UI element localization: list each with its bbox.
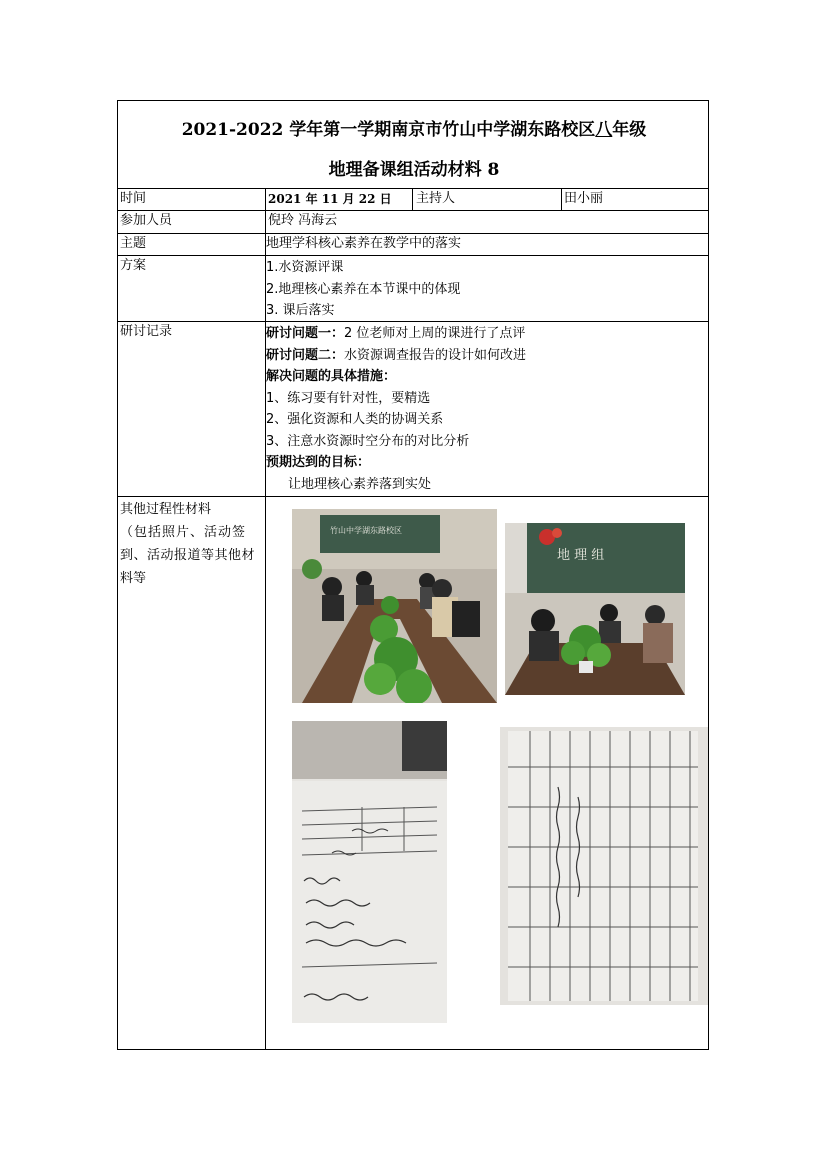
participants-value: 倪玲 冯海云	[268, 213, 338, 228]
board-scribble: 竹山中学湖东路校区	[330, 526, 402, 535]
meeting-photo-1	[292, 509, 497, 703]
time-label: 时间	[120, 191, 147, 206]
time-value: 2021 年 11 月 22 日	[268, 192, 392, 206]
question-1: 研讨问题一：2 位老师对上周的课进行了点评	[266, 326, 526, 341]
measure-item: 1、练习要有针对性，要精选	[266, 390, 431, 406]
plan-item: 2.地理核心素养在本节课中的体现	[266, 281, 461, 297]
board-scribble: 地 理 组	[557, 548, 605, 563]
goal-heading: 预期达到的目标：	[266, 455, 371, 470]
title-line-1: 2021-2022 学年第一学期南京市竹山中学湖东路校区八年级	[181, 120, 647, 140]
host-label: 主持人	[416, 191, 456, 206]
host-value: 田小丽	[564, 191, 604, 206]
discussion-label: 研讨记录	[120, 324, 173, 339]
title-line-2: 地理备课组活动材料 8	[328, 160, 500, 180]
participants-label: 参加人员	[120, 213, 173, 228]
plan-list	[266, 257, 460, 322]
measure-item: 3、注意水资源时空分布的对比分析	[266, 433, 470, 449]
grade-underlined: 八	[595, 120, 613, 140]
meeting-photo-2	[505, 523, 685, 695]
measures-heading: 解决问题的具体措施：	[266, 369, 397, 384]
discussion-content	[266, 323, 526, 495]
plan-label: 方案	[120, 258, 147, 273]
topic-value: 地理学科核心素养在教学中的落实	[266, 236, 462, 251]
activity-record-table	[117, 100, 709, 1050]
grid-form-photo	[500, 727, 708, 1005]
question-2: 研讨问题二：水资源调查报告的设计如何改进	[266, 347, 527, 363]
plan-item: 3. 课后落实	[266, 303, 335, 318]
goal-text: 让地理核心素养落到实处	[288, 476, 432, 492]
plan-item: 1.水资源评课	[266, 260, 344, 275]
topic-label: 主题	[120, 236, 147, 251]
other-materials-label: 其他过程性材料 （包括照片、活动签 到、活动报道等其他材 料等	[120, 502, 256, 586]
sign-in-sheet-photo	[292, 721, 447, 1023]
measure-item: 2、强化资源和人类的协调关系	[266, 412, 444, 427]
